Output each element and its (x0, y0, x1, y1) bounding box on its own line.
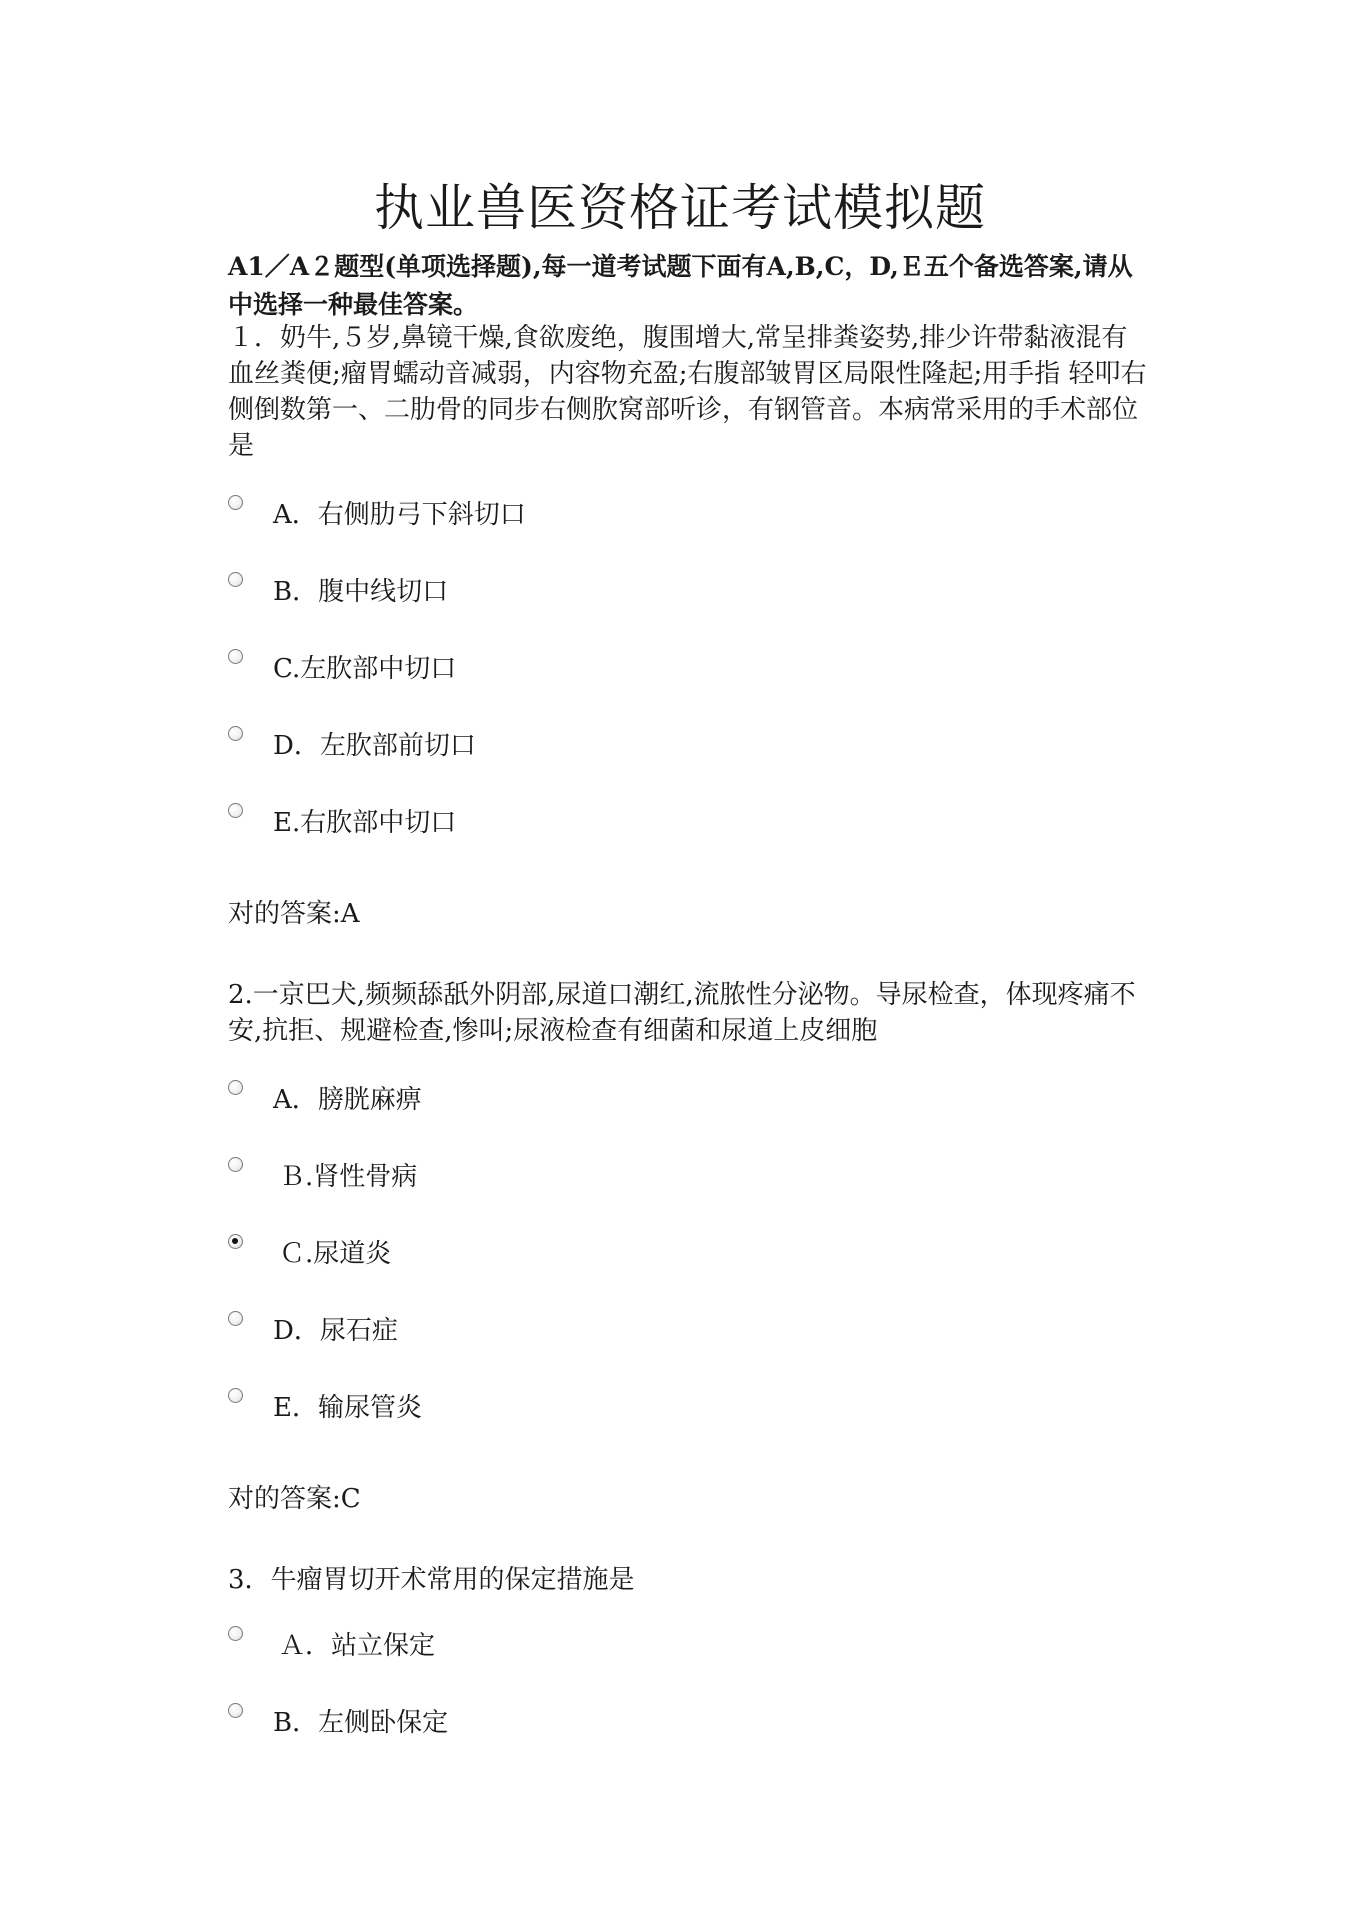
question-2-option-a[interactable] (228, 1077, 422, 1117)
option-label: A．膀胱麻痹 (273, 1084, 422, 1115)
radio-button[interactable] (228, 1388, 243, 1403)
option-label: Ｂ.肾性骨病 (279, 1161, 418, 1192)
radio-button[interactable] (228, 572, 243, 587)
radio-button[interactable] (228, 1703, 243, 1718)
radio-button[interactable] (228, 803, 243, 818)
option-label: A．右侧肋弓下斜切口 (273, 499, 526, 530)
radio-button[interactable] (228, 649, 243, 664)
option-label: D．尿石症 (273, 1315, 398, 1346)
radio-button[interactable] (228, 726, 243, 741)
question-3-option-b[interactable] (228, 1700, 448, 1740)
question-1-stem: １．奶牛,５岁,鼻镜干燥,食欲废绝，腹围增大,常呈排粪姿势,排少许带黏液混有血丝粪便;瘤胃蠕动音减弱，内容物充盈;右腹部皱胃区局限性隆起;用手指 轻叩右侧倒数第一、二肋骨的同步右侧肷窝部听诊，有钢管音。本病常采用的手术部位是 (228, 323, 1147, 461)
question-2-option-d[interactable] (228, 1308, 398, 1348)
option-label: B．左侧卧保定 (273, 1707, 449, 1738)
question-2-option-b[interactable] (228, 1154, 417, 1194)
radio-button[interactable] (228, 1626, 243, 1641)
radio-button[interactable] (228, 495, 243, 510)
option-label: B．腹中线切口 (273, 576, 449, 607)
option-label: Ｃ.尿道炎 (279, 1238, 392, 1269)
question-3-option-a[interactable] (228, 1623, 435, 1663)
option-label: E.右肷部中切口 (273, 807, 457, 838)
page-title: 执业兽医资格证考试模拟题 (374, 179, 986, 237)
question-1-option-d[interactable] (228, 723, 476, 763)
question-2-option-e[interactable] (228, 1385, 422, 1425)
question-1-option-b[interactable] (228, 569, 448, 609)
option-label: D．左肷部前切口 (273, 730, 476, 761)
question-2-answer: 对的答案:C (228, 1484, 361, 1514)
option-label: E．输尿管炎 (273, 1392, 422, 1423)
question-3-stem: 3．牛瘤胃切开术常用的保定措施是 (228, 1565, 635, 1595)
option-label: C.左肷部中切口 (273, 653, 457, 684)
radio-button[interactable] (228, 1157, 243, 1172)
question-1-option-e[interactable] (228, 800, 456, 840)
radio-button[interactable] (228, 1080, 243, 1095)
option-label: Ａ．站立保定 (279, 1630, 436, 1661)
question-1-option-a[interactable] (228, 492, 526, 532)
question-1-answer: 对的答案:A (228, 899, 360, 929)
question-2-option-c[interactable] (228, 1231, 391, 1271)
radio-button-selected[interactable] (228, 1234, 243, 1249)
question-1-option-c[interactable] (228, 646, 456, 686)
question-2-stem: 2.一京巴犬,频频舔舐外阴部,尿道口潮红,流脓性分泌物。导尿检查，体现疼痛不安,抗拒、规避检查,惨叫;尿液检查有细菌和尿道上皮细胞 (228, 980, 1136, 1046)
radio-button[interactable] (228, 1311, 243, 1326)
section-instructions: A1／A２题型(单项选择题),每一道考试题下面有A,B,C，D,Ｅ五个备选答案,请从中选择一种最佳答案。 (228, 252, 1133, 319)
